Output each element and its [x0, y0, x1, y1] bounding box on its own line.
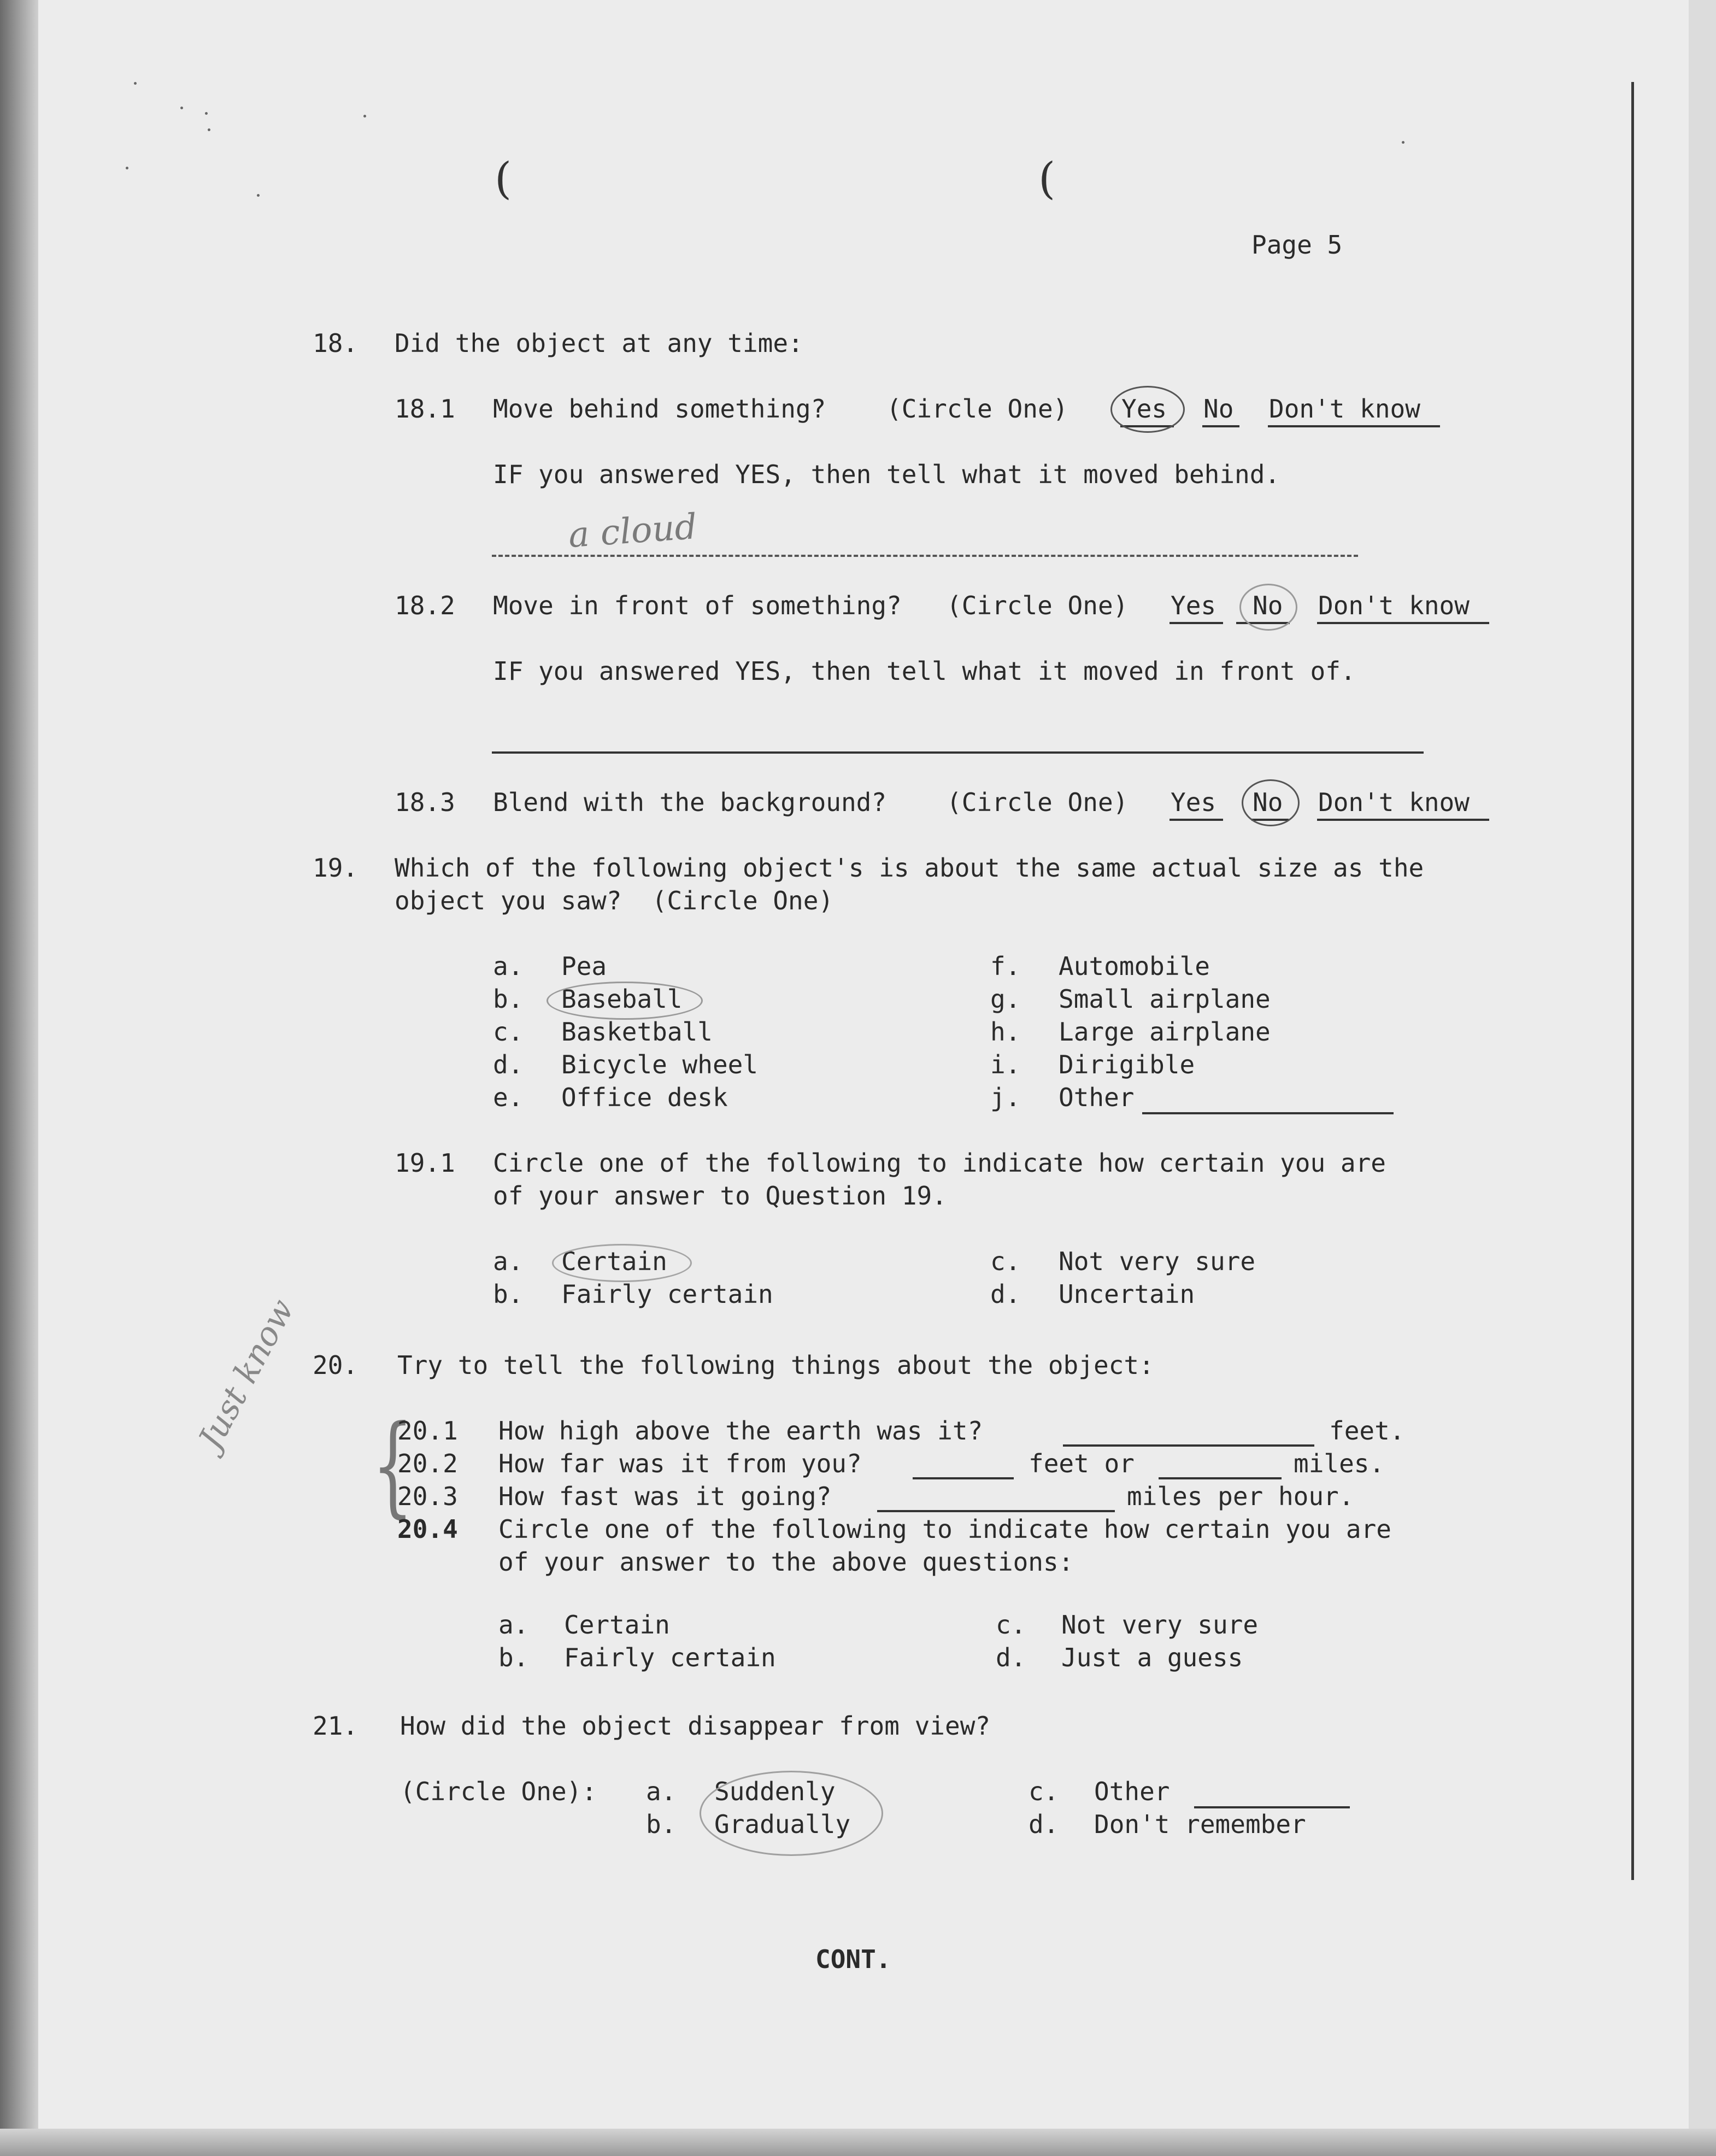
q20-option-letter: d. [996, 1643, 1026, 1672]
q18-2-answer-line [492, 751, 1424, 754]
speckle [257, 194, 260, 197]
q21-option-text: Gradually [714, 1810, 851, 1839]
q20-1-unit: feet. [1329, 1416, 1405, 1446]
scan-edge-left [0, 0, 38, 2156]
q18-3-number: 18.3 [395, 788, 455, 817]
q20-handwritten-note: Just know [191, 1293, 302, 1455]
q20-1-text: How high above the earth was it? [498, 1416, 983, 1446]
q20-3-number: 20.3 [397, 1482, 458, 1511]
q18-3-circle-hint: (Circle One) [947, 788, 1129, 817]
q19-1-option-text: Fairly certain [561, 1279, 773, 1309]
q20-3-unit: miles per hour. [1127, 1482, 1354, 1511]
q19-text-line2: object you saw? (Circle One) [395, 886, 834, 915]
scan-edge-bottom [0, 2129, 1716, 2156]
q19-option-text: Bicycle wheel [561, 1050, 759, 1079]
q19-baseball-circle-mark [546, 982, 703, 1020]
q18-1-dk-underline [1268, 425, 1440, 427]
q20-option-text: Fairly certain [564, 1643, 776, 1672]
q20-2-number: 20.2 [397, 1449, 458, 1478]
q18-2-no-circle-mark [1239, 584, 1297, 631]
q19-1-number: 19.1 [395, 1148, 455, 1178]
q20-3-blank [877, 1510, 1115, 1512]
q20-2-text: How far was it from you? [498, 1449, 862, 1478]
q18-2-circle-hint: (Circle One) [947, 591, 1129, 620]
q20-2-unit-feet: feet or [1029, 1449, 1135, 1478]
q21-option-letter: d. [1029, 1810, 1059, 1839]
q18-1-yes-circle-mark [1110, 386, 1185, 433]
q18-2-number: 18.2 [395, 591, 455, 620]
q19-option-letter: b. [493, 984, 524, 1014]
q19-1-option-text: Certain [561, 1247, 667, 1276]
right-margin-rule [1631, 82, 1634, 1880]
q19-option-letter: h. [990, 1017, 1021, 1047]
q19-option-text: Pea [561, 951, 607, 981]
q21-gradually-circle-mark [700, 1771, 883, 1856]
q21-number: 21. [313, 1711, 359, 1741]
q20-2-miles-blank [1159, 1477, 1282, 1479]
q20-2-feet-blank [913, 1477, 1014, 1479]
q19-option-text: Large airplane [1059, 1017, 1271, 1047]
q18-1-handwritten-answer: a cloud [567, 506, 698, 556]
q19-option-letter: c. [493, 1017, 524, 1047]
q21-option-text: Other [1094, 1777, 1170, 1806]
q18-3-no: No [1253, 788, 1283, 817]
q18-2-follow-up: IF you answered YES, then tell what it moved in front of. [493, 656, 1356, 686]
q19-option-text: Other [1059, 1083, 1135, 1112]
q18-3-yes-underline [1170, 819, 1223, 821]
q19-option-letter: f. [990, 951, 1021, 981]
q21-option-letter: a. [646, 1777, 677, 1806]
q19-text-line1: Which of the following object's is about the same actual size as the [395, 853, 1424, 883]
q20-1-number: 20.1 [397, 1416, 458, 1446]
q19-option-text: Automobile [1059, 951, 1210, 981]
q19-option-letter: j. [990, 1083, 1021, 1112]
speckle [126, 167, 128, 169]
q19-option-text: Small airplane [1059, 984, 1271, 1014]
q19-1-option-text: Uncertain [1059, 1279, 1195, 1309]
q21-option-letter: b. [646, 1810, 677, 1839]
q19-option-letter: a. [493, 951, 524, 981]
q18-1-no: No [1203, 394, 1234, 424]
speckle [134, 82, 137, 85]
q18-1-number: 18.1 [395, 394, 455, 424]
q18-2-no: No [1253, 591, 1283, 620]
q19-1-certain-circle-mark [552, 1244, 692, 1282]
q19-option-text: Basketball [561, 1017, 713, 1047]
q20-option-letter: a. [498, 1610, 529, 1640]
q18-1-no-underline [1202, 425, 1239, 427]
q19-option-text: Dirigible [1059, 1050, 1195, 1079]
q18-2-dont-know: Don't know [1318, 591, 1470, 620]
q18-2-dk-underline [1317, 622, 1489, 624]
q19-1-text-line2: of your answer to Question 19. [493, 1181, 947, 1211]
q18-1-yes: Yes [1121, 394, 1167, 424]
q20-3-text: How fast was it going? [498, 1482, 832, 1511]
speckle [1402, 141, 1404, 144]
q18-3-yes: Yes [1171, 788, 1217, 817]
q18-3-no-circle-mark [1242, 779, 1300, 826]
q18-number: 18. [313, 328, 359, 358]
q18-1-answer-line [492, 555, 1358, 557]
q19-1-text-line1: Circle one of the following to indicate how certain you are [493, 1148, 1386, 1178]
q19-other-blank [1142, 1112, 1394, 1114]
q19-1-option-letter: d. [990, 1279, 1021, 1309]
q18-1-text: Move behind something? [493, 394, 826, 424]
speckle [180, 107, 183, 109]
q18-3-dont-know: Don't know [1318, 788, 1470, 817]
q20-text: Try to tell the following things about the object: [397, 1350, 1154, 1380]
punch-hole-mark: ( [495, 153, 512, 204]
q18-text: Did the object at any time: [395, 328, 803, 358]
q18-1-dont-know: Don't know [1269, 394, 1420, 424]
q20-4-number: 20.4 [397, 1514, 458, 1544]
q21-circle-hint: (Circle One): [400, 1777, 597, 1806]
speckle [205, 112, 208, 115]
q19-option-letter: i. [990, 1050, 1021, 1079]
q18-1-circle-hint: (Circle One) [886, 394, 1068, 424]
q20-2-unit-miles: miles. [1294, 1449, 1385, 1478]
q21-option-text: Suddenly [714, 1777, 836, 1806]
q18-2-yes: Yes [1171, 591, 1217, 620]
q19-number: 19. [313, 853, 359, 883]
q20-4-text-line2: of your answer to the above questions: [498, 1547, 1074, 1577]
q20-1-blank [1063, 1444, 1314, 1447]
q18-1-follow-up: IF you answered YES, then tell what it moved behind. [493, 460, 1280, 489]
speckle [363, 115, 366, 118]
q19-1-option-letter: c. [990, 1247, 1021, 1276]
q19-option-text: Office desk [561, 1083, 728, 1112]
q18-2-yes-underline [1170, 622, 1223, 624]
q20-4-text-line1: Circle one of the following to indicate how certain you are [498, 1514, 1391, 1544]
q21-option-letter: c. [1029, 1777, 1059, 1806]
page-number: Page 5 [1251, 230, 1343, 260]
q19-option-letter: d. [493, 1050, 524, 1079]
q19-option-letter: e. [493, 1083, 524, 1112]
q20-option-text: Just a guess [1061, 1643, 1243, 1672]
q20-option-letter: b. [498, 1643, 529, 1672]
q20-number: 20. [313, 1350, 359, 1380]
q18-3-dk-underline [1317, 819, 1489, 821]
q20-handwritten-brace: { [372, 1402, 414, 1529]
q20-option-text: Not very sure [1061, 1610, 1259, 1640]
q19-1-option-text: Not very sure [1059, 1247, 1256, 1276]
punch-hole-mark: ( [1038, 153, 1056, 204]
q20-option-text: Certain [564, 1610, 670, 1640]
q21-text: How did the object disappear from view? [400, 1711, 991, 1741]
speckle [208, 128, 210, 131]
q19-option-text: Baseball [561, 984, 683, 1014]
continued-footer: CONT. [815, 1944, 891, 1974]
q19-1-option-letter: a. [493, 1247, 524, 1276]
q21-option-text: Don't remember [1094, 1810, 1306, 1839]
q18-3-text: Blend with the background? [493, 788, 887, 817]
q19-option-letter: g. [990, 984, 1021, 1014]
q18-2-text: Move in front of something? [493, 591, 902, 620]
q19-1-option-letter: b. [493, 1279, 524, 1309]
q20-option-letter: c. [996, 1610, 1026, 1640]
